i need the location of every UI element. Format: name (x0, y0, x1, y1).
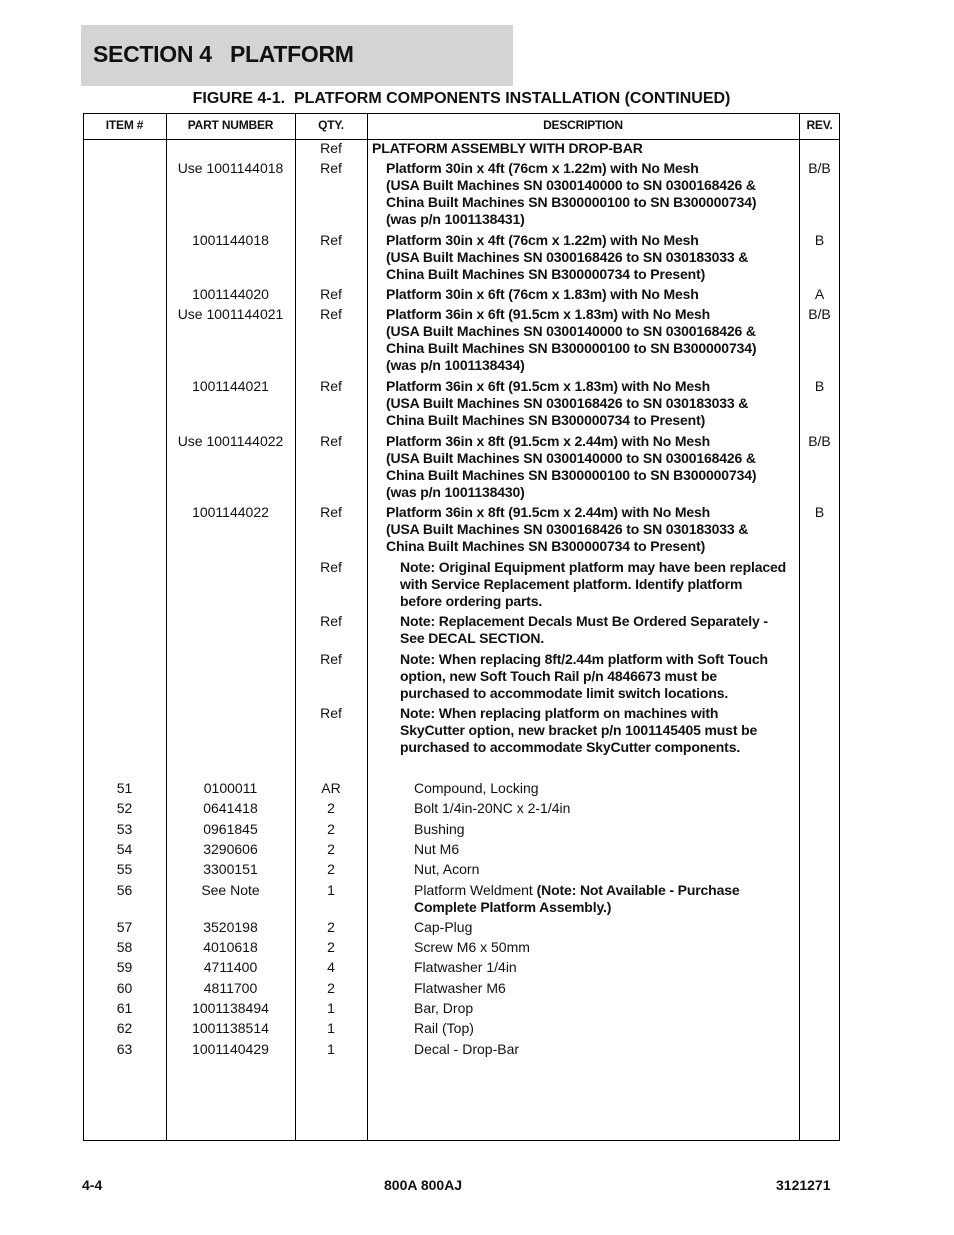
part-number: Use 1001144022 (177, 433, 284, 449)
part-number: 1001144022 (192, 504, 269, 520)
part-number: 0641418 (203, 800, 258, 816)
description-text: (USA Built Machines SN 0300168426 to SN 030183033 & (386, 521, 749, 537)
description-text: Platform 30in x 6ft (76cm x 1.83m) with No Mesh (386, 286, 699, 302)
item-number: 56 (116, 882, 133, 898)
description-text: Rail (Top) (414, 1020, 474, 1036)
item-number: 61 (116, 1000, 133, 1016)
description (372, 160, 814, 228)
quantity: AR (321, 780, 341, 796)
quantity: Ref (320, 140, 342, 156)
item-number: 53 (116, 821, 133, 837)
quantity: Ref (320, 232, 342, 248)
quantity: Ref (320, 613, 342, 629)
quantity: 1 (327, 1000, 335, 1016)
quantity: Ref (320, 286, 342, 302)
description-text: China Built Machines SN B300000100 to SN B300000734) (386, 467, 757, 483)
description-text: Screw M6 x 50mm (414, 939, 530, 955)
description-text: Bushing (414, 821, 465, 837)
description (372, 882, 842, 916)
part-number: 1001144018 (192, 232, 269, 248)
description-text: (was p/n 1001138434) (386, 357, 525, 373)
part-number: 1001138514 (192, 1020, 269, 1036)
description-text: Note: When replacing 8ft/2.44m platform with Soft Touch (400, 651, 768, 667)
part-number: 4711400 (203, 959, 258, 975)
description (372, 939, 842, 956)
column-divider (367, 113, 368, 1141)
description-text: Flatwasher M6 (414, 980, 506, 996)
column-header-description: DESCRIPTION (543, 118, 623, 132)
description-text: Flatwasher 1/4in (414, 959, 517, 975)
column-header-part-number: PART NUMBER (187, 118, 274, 132)
quantity: 2 (327, 841, 335, 857)
part-number: 3290606 (203, 841, 258, 857)
quantity: Ref (320, 559, 342, 575)
part-number: 0961845 (203, 821, 258, 837)
part-number: 3300151 (203, 861, 258, 877)
description-text: Bolt 1/4in-20NC x 2-1/4in (414, 800, 571, 816)
description-text: Complete Platform Assembly.) (414, 899, 612, 915)
description-text: Platform 36in x 8ft (91.5cm x 2.44m) with No Mesh (386, 504, 711, 520)
page-number: 4-4 (82, 1177, 103, 1193)
description-text: PLATFORM ASSEMBLY WITH DROP-BAR (372, 140, 643, 156)
description-text: Platform 36in x 8ft (91.5cm x 2.44m) with No Mesh (386, 433, 711, 449)
part-number: Use 1001144018 (177, 160, 284, 176)
revision: B/B (808, 306, 831, 322)
revision: B (814, 232, 825, 248)
quantity: Ref (320, 433, 342, 449)
description (372, 559, 828, 610)
description-text: (Note: Not Available - Purchase (536, 882, 740, 898)
column-header-qty: QTY. (318, 118, 344, 132)
column-header-rev: REV. (806, 118, 833, 132)
section-title: SECTION 4 PLATFORM (93, 41, 354, 67)
description (372, 504, 814, 555)
quantity: 1 (327, 882, 335, 898)
description (372, 821, 842, 838)
part-number: 0100011 (203, 780, 258, 796)
description (372, 1000, 842, 1017)
description-text: purchased to accommodate SkyCutter components. (400, 739, 741, 755)
description-text: Nut M6 (414, 841, 460, 857)
document-number: 3121271 (776, 1177, 831, 1193)
description (372, 980, 842, 997)
description-text: China Built Machines SN B300000734 to Present) (386, 538, 706, 554)
description-text: China Built Machines SN B300000734 to Present) (386, 412, 706, 428)
description-text: See DECAL SECTION. (400, 630, 545, 646)
quantity: 1 (327, 1041, 335, 1057)
part-number: 1001144020 (192, 286, 269, 302)
quantity: Ref (320, 306, 342, 322)
description-text: (USA Built Machines SN 0300140000 to SN 0300168426 & (386, 323, 756, 339)
quantity: 2 (327, 861, 335, 877)
column-header-item: ITEM # (105, 118, 144, 132)
description-text: Note: When replacing platform on machines with (400, 705, 719, 721)
description-text: (was p/n 1001138431) (386, 211, 525, 227)
description-text: Compound, Locking (414, 780, 539, 796)
description-text: (USA Built Machines SN 0300168426 to SN 030183033 & (386, 395, 749, 411)
description-text: Platform 36in x 6ft (91.5cm x 1.83m) with No Mesh (386, 306, 711, 322)
description-text: (was p/n 1001138430) (386, 484, 525, 500)
quantity: Ref (320, 160, 342, 176)
quantity: 1 (327, 1020, 335, 1036)
description-text: China Built Machines SN B300000734 to Present) (386, 266, 706, 282)
part-number: 1001144021 (192, 378, 269, 394)
description-text: Platform 36in x 6ft (91.5cm x 1.83m) with No Mesh (386, 378, 711, 394)
description-text: China Built Machines SN B300000100 to SN B300000734) (386, 340, 757, 356)
description-text: before ordering parts. (400, 593, 543, 609)
item-number: 55 (116, 861, 133, 877)
description-text: option, new Soft Touch Rail p/n 4846673 must be (400, 668, 718, 684)
description-text: Nut, Acorn (414, 861, 480, 877)
quantity: 2 (327, 821, 335, 837)
part-number: Use 1001144021 (177, 306, 284, 322)
revision: B/B (808, 160, 831, 176)
description (372, 306, 814, 374)
part-number: 1001138494 (192, 1000, 269, 1016)
quantity: Ref (320, 378, 342, 394)
description (372, 378, 814, 429)
description-text: Decal - Drop-Bar (414, 1041, 520, 1057)
description-text: Platform 30in x 4ft (76cm x 1.22m) with No Mesh (386, 232, 699, 248)
description (372, 286, 814, 303)
item-number: 62 (116, 1020, 133, 1036)
description-text: SkyCutter option, new bracket p/n 1001145405 must be (400, 722, 758, 738)
description-text: purchased to accommodate limit switch locations. (400, 685, 729, 701)
part-number: See Note (201, 882, 260, 898)
quantity: 4 (327, 959, 335, 975)
description-text: Platform Weldment (414, 882, 537, 898)
description (372, 433, 814, 501)
description-text: Note: Original Equipment platform may have been replaced (400, 559, 787, 575)
description (372, 800, 842, 817)
description-text: China Built Machines SN B300000100 to SN B300000734) (386, 194, 757, 210)
model-name: 800A 800AJ (384, 1177, 463, 1193)
quantity: 2 (327, 919, 335, 935)
item-number: 54 (116, 841, 133, 857)
description (372, 1020, 842, 1037)
revision: B (814, 378, 825, 394)
description (372, 841, 842, 858)
item-number: 52 (116, 800, 133, 816)
quantity: 2 (327, 980, 335, 996)
description-text: Cap-Plug (414, 919, 473, 935)
description-text: (USA Built Machines SN 0300140000 to SN 0300168426 & (386, 450, 756, 466)
revision: B (814, 504, 825, 520)
description (372, 861, 842, 878)
description-text: (USA Built Machines SN 0300140000 to SN 0300168426 & (386, 177, 756, 193)
quantity: 2 (327, 800, 335, 816)
item-number: 63 (116, 1041, 133, 1057)
description-text: (USA Built Machines SN 0300168426 to SN 030183033 & (386, 249, 749, 265)
revision: B/B (808, 433, 831, 449)
part-number: 3520198 (203, 919, 258, 935)
figure-title: FIGURE 4-1. PLATFORM COMPONENTS INSTALLATION (CONTINUED) (192, 90, 731, 107)
part-number: 4811700 (203, 980, 258, 996)
description (372, 651, 828, 702)
quantity: Ref (320, 651, 342, 667)
item-number: 57 (116, 919, 133, 935)
item-number: 59 (116, 959, 133, 975)
description-text: with Service Replacement platform. Identify platform (400, 576, 743, 592)
description (372, 613, 828, 647)
description-text: Bar, Drop (414, 1000, 474, 1016)
description (372, 140, 800, 157)
part-number: 4010618 (203, 939, 258, 955)
description (372, 959, 842, 976)
description-text: Note: Replacement Decals Must Be Ordered Separately - (400, 613, 768, 629)
description (372, 780, 842, 797)
part-number: 1001140429 (192, 1041, 269, 1057)
quantity: 2 (327, 939, 335, 955)
description (372, 919, 842, 936)
quantity: Ref (320, 705, 342, 721)
quantity: Ref (320, 504, 342, 520)
description (372, 705, 828, 756)
item-number: 60 (116, 980, 133, 996)
revision: A (814, 286, 825, 302)
description (372, 232, 814, 283)
item-number: 58 (116, 939, 133, 955)
item-number: 51 (116, 780, 133, 796)
description (372, 1041, 842, 1058)
description-text: Platform 30in x 4ft (76cm x 1.22m) with No Mesh (386, 160, 699, 176)
